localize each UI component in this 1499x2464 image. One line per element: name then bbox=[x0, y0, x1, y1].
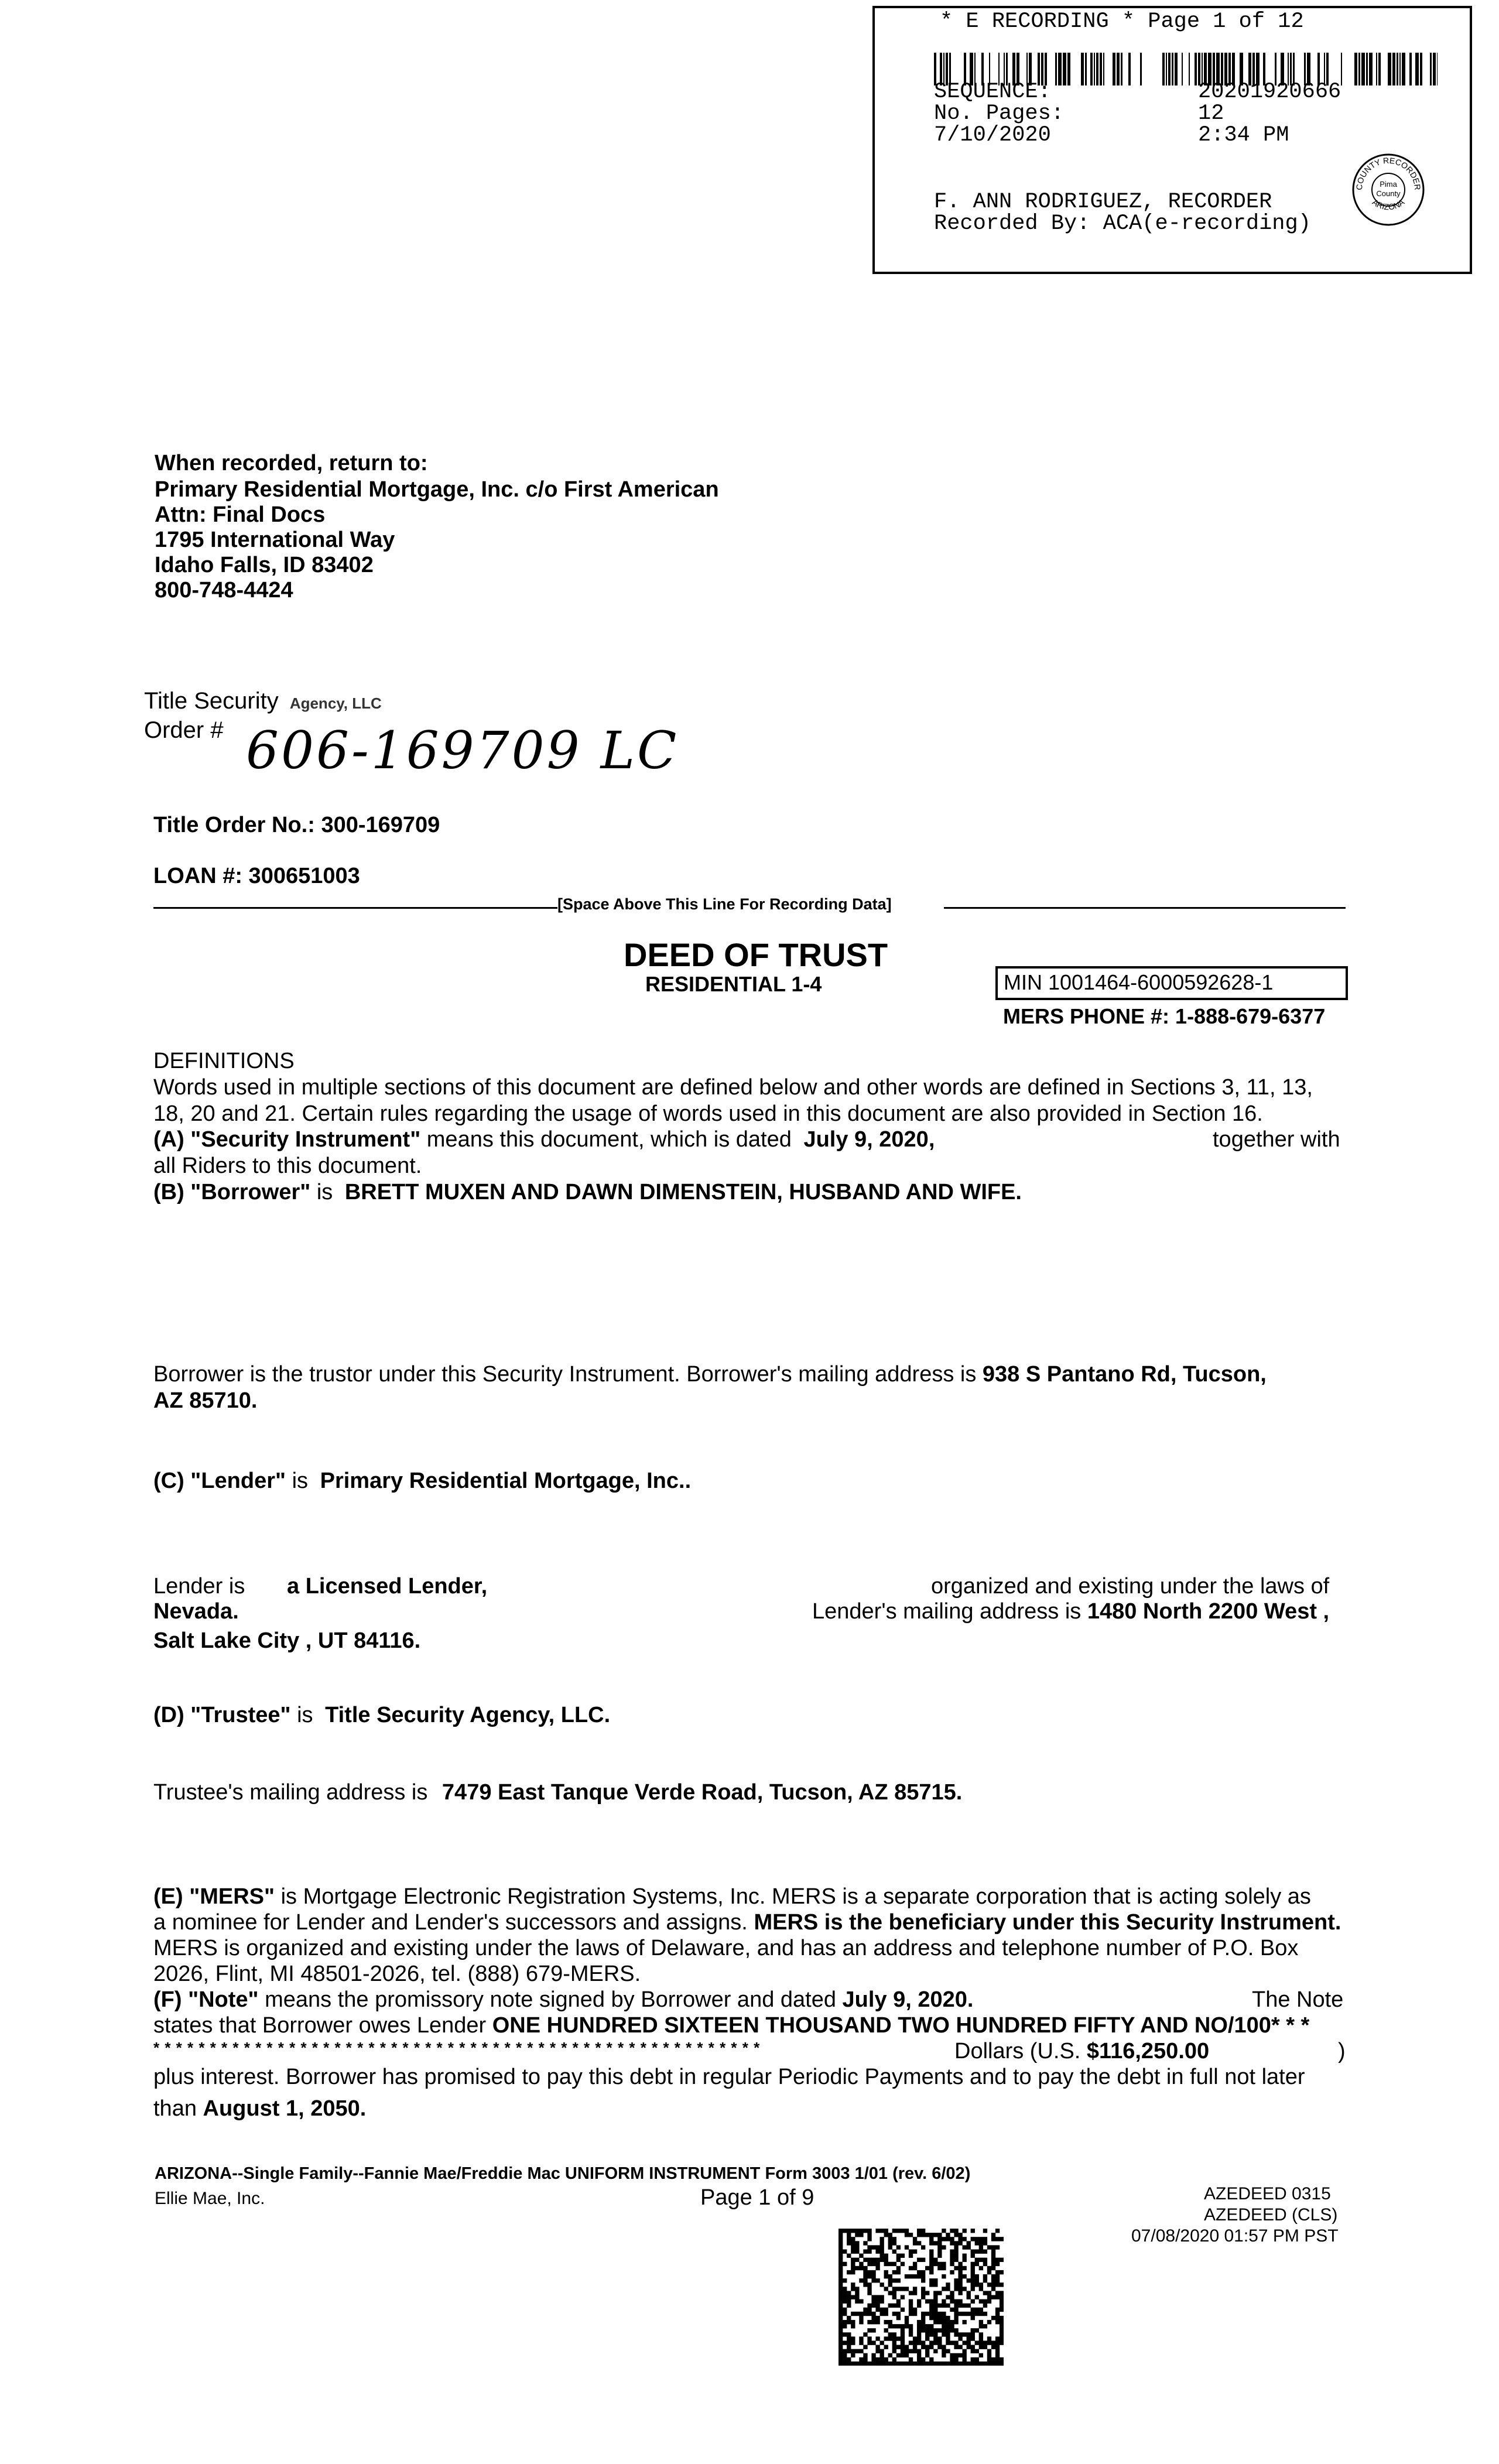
recorder-name: F. ANN RODRIGUEZ, RECORDER bbox=[934, 190, 1272, 214]
definition-e-bold: MERS is the beneficiary under this Security Instrument. bbox=[754, 1910, 1341, 1935]
definition-b bbox=[153, 1180, 1022, 1205]
title-security-text: Title Security bbox=[144, 688, 279, 714]
definition-c-label: (C) "Lender" bbox=[153, 1469, 286, 1493]
trustee-address bbox=[153, 1780, 962, 1805]
svg-text:COUNTY RECORDER: COUNTY RECORDER bbox=[1354, 155, 1423, 191]
datamatrix-code-icon bbox=[839, 2229, 1004, 2366]
definition-f-text1: means the promissory note signed by Borrower and dated bbox=[258, 1987, 843, 2012]
definition-d bbox=[153, 1703, 610, 1728]
definition-b-is: is bbox=[310, 1180, 339, 1204]
title-security-stamp: Agency, LLC bbox=[289, 694, 382, 712]
recording-date: 7/10/2020 bbox=[934, 123, 1051, 148]
definition-f-stars: * * * * * * * * * * * * * * * * * * * * * * * * * * * * * * * * * * * * * * * * * * * * * * * * * * * * * * bbox=[153, 2039, 761, 2056]
recorded-by: Recorded By: ACA(e-recording) bbox=[934, 211, 1311, 236]
definition-f-than: than bbox=[153, 2096, 203, 2121]
svg-text:ARIZONA: ARIZONA bbox=[1370, 197, 1406, 212]
definition-d-is: is bbox=[290, 1703, 320, 1727]
borrower-address bbox=[153, 1362, 1267, 1387]
borrower-address-1: 938 S Pantano Rd, Tucson, bbox=[982, 1362, 1267, 1387]
return-to-attn: Attn: Final Docs bbox=[155, 502, 326, 527]
order-handwritten: 606-169709 LC bbox=[246, 720, 679, 781]
title-order-number: Title Order No.: 300-169709 bbox=[153, 813, 440, 837]
space-line-right bbox=[944, 907, 1346, 909]
sequence-label: SEQUENCE: bbox=[934, 80, 1051, 104]
lender-address-2: Salt Lake City , UT 84116. bbox=[153, 1628, 421, 1653]
lender-organized: organized and existing under the laws of bbox=[931, 1574, 1330, 1599]
return-to-label: When recorded, return to: bbox=[155, 451, 428, 475]
definition-a-date: July 9, 2020, bbox=[803, 1127, 935, 1152]
definition-f-close: ) bbox=[1338, 2039, 1346, 2063]
footer-code-1: AZEDEED 0315 bbox=[1204, 2184, 1331, 2203]
recording-stamp bbox=[872, 6, 1472, 274]
definition-a-label: (A) "Security Instrument" bbox=[153, 1127, 421, 1152]
definitions-heading: DEFINITIONS bbox=[153, 1049, 295, 1073]
definition-c-value: Primary Residential Mortgage, Inc.. bbox=[320, 1469, 692, 1493]
mers-phone: MERS PHONE #: 1-888-679-6377 bbox=[1003, 1004, 1326, 1028]
definitions-intro-2: 18, 20 and 21. Certain rules regarding the usage of words used in this document are also provided in Section 16. bbox=[153, 1101, 1263, 1126]
title-security-label bbox=[144, 688, 382, 714]
trustee-address-value: 7479 East Tanque Verde Road, Tucson, AZ 85715. bbox=[442, 1780, 963, 1805]
lender-state: Nevada. bbox=[153, 1599, 239, 1624]
definition-f-amount-words: ONE HUNDRED SIXTEEN THOUSAND TWO HUNDRED FIFTY AND NO/100* * * bbox=[492, 2013, 1310, 2038]
min-number: MIN 1001464-6000592628-1 bbox=[1004, 970, 1274, 994]
definition-e-text2: a nominee for Lender and Lender's successors and assigns. bbox=[153, 1910, 754, 1935]
lender-address-1: 1480 North 2200 West , bbox=[1087, 1599, 1330, 1624]
recording-header: * E RECORDING * Page 1 of 12 bbox=[940, 9, 1304, 34]
definition-e-line2 bbox=[153, 1910, 1341, 1935]
doc-subtitle: RESIDENTIAL 1-4 bbox=[645, 972, 822, 996]
return-to-city: Idaho Falls, ID 83402 bbox=[155, 553, 374, 577]
space-line-label: [Space Above This Line For Recording Data] bbox=[557, 895, 892, 913]
borrower-trustor-text: Borrower is the trustor under this Security Instrument. Borrower's mailing address is bbox=[153, 1362, 983, 1387]
definition-f-line4: plus interest. Borrower has promised to pay this debt in regular Periodic Payments and to pay the debt in full not later bbox=[153, 2065, 1305, 2089]
loan-number: LOAN #: 300651003 bbox=[153, 864, 360, 888]
definition-f-date: July 9, 2020. bbox=[842, 1987, 974, 2012]
definition-e-line1 bbox=[153, 1884, 1311, 1909]
definition-f-line5 bbox=[153, 2096, 366, 2121]
definition-e-text1: is Mortgage Electronic Registration Systems, Inc. MERS is a separate corporation that is acting solely as bbox=[275, 1884, 1311, 1909]
definition-f-the-note: The Note bbox=[1252, 1987, 1344, 2012]
definition-c bbox=[153, 1469, 691, 1494]
definition-b-label: (B) "Borrower" bbox=[153, 1180, 311, 1204]
definition-f-amount: $116,250.00 bbox=[1086, 2039, 1210, 2063]
doc-title: DEED OF TRUST bbox=[624, 936, 888, 973]
definition-e-line3: MERS is organized and existing under the laws of Delaware, and has an address and telephone number of P.O. Box bbox=[153, 1936, 1299, 1960]
definition-f-label: (F) "Note" bbox=[153, 1987, 259, 2012]
definition-d-label: (D) "Trustee" bbox=[153, 1703, 291, 1727]
pages-value: 12 bbox=[1198, 101, 1224, 126]
footer-page-number: Page 1 of 9 bbox=[700, 2185, 814, 2210]
lender-type: a Licensed Lender, bbox=[287, 1574, 488, 1599]
definition-a-together: together with bbox=[1213, 1127, 1340, 1152]
min-box bbox=[995, 966, 1348, 1000]
definitions-intro-1: Words used in multiple sections of this document are defined below and other words are defined in Sections 3, 11, 13, bbox=[153, 1075, 1313, 1100]
definition-e-label: (E) "MERS" bbox=[153, 1884, 275, 1909]
lender-is: Lender is bbox=[153, 1574, 245, 1599]
county-seal-icon bbox=[1350, 152, 1426, 228]
pages-label: No. Pages: bbox=[934, 101, 1065, 126]
borrower-address-2: AZ 85710. bbox=[153, 1388, 258, 1413]
definition-c-is: is bbox=[286, 1469, 314, 1493]
definition-b-value: BRETT MUXEN AND DAWN DIMENSTEIN, HUSBAND AND WIFE. bbox=[344, 1180, 1022, 1204]
footer-form: ARIZONA--Single Family--Fannie Mae/Freddie Mac UNIFORM INSTRUMENT Form 3003 1/01 (rev. 6/02) bbox=[155, 2164, 971, 2183]
definition-f-dollars-label: Dollars (U.S. bbox=[954, 2039, 1087, 2063]
definition-e-line4: 2026, Flint, MI 48501-2026, tel. (888) 679-MERS. bbox=[153, 1962, 641, 1986]
definition-a-line2: all Riders to this document. bbox=[153, 1154, 422, 1178]
svg-text:Pima: Pima bbox=[1380, 180, 1397, 189]
space-line-left bbox=[153, 907, 557, 909]
definition-f-line1 bbox=[153, 1987, 973, 2013]
definition-f-line2 bbox=[153, 2013, 1309, 2038]
svg-text:County: County bbox=[1376, 189, 1401, 198]
lender-mailing-label: Lender's mailing address is bbox=[812, 1599, 1087, 1624]
order-label: Order # bbox=[144, 717, 224, 743]
return-to-company: Primary Residential Mortgage, Inc. c/o First American bbox=[155, 477, 719, 502]
definition-f-maturity: August 1, 2050. bbox=[203, 2096, 367, 2121]
definition-f-states: states that Borrower owes Lender bbox=[153, 2013, 492, 2038]
return-to-street: 1795 International Way bbox=[155, 528, 395, 552]
footer-vendor: Ellie Mae, Inc. bbox=[155, 2189, 265, 2208]
trustee-mailing-label: Trustee's mailing address is bbox=[153, 1780, 434, 1805]
definition-d-value: Title Security Agency, LLC. bbox=[325, 1703, 611, 1727]
return-to-phone: 800-748-4424 bbox=[155, 578, 293, 603]
definition-a bbox=[153, 1127, 935, 1152]
definition-a-text: means this document, which is dated bbox=[420, 1127, 798, 1152]
definition-f-dollars bbox=[954, 2039, 1209, 2064]
lender-mailing bbox=[812, 1599, 1329, 1624]
sequence-value: 20201920666 bbox=[1198, 80, 1341, 104]
footer-code-2: AZEDEED (CLS) bbox=[1204, 2205, 1338, 2225]
recording-time: 2:34 PM bbox=[1198, 123, 1289, 148]
footer-timestamp: 07/08/2020 01:57 PM PST bbox=[1131, 2226, 1339, 2246]
